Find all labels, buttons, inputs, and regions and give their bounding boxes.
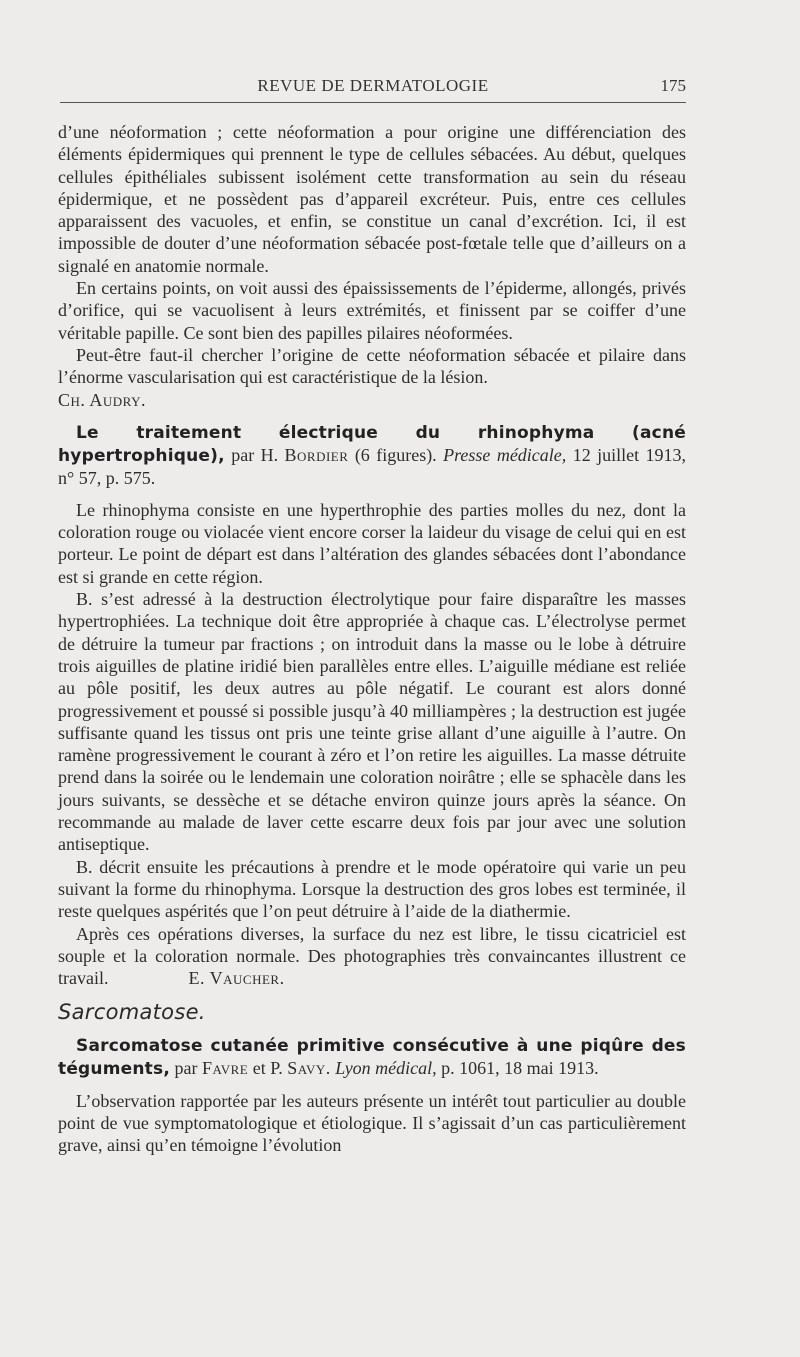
running-header (60, 76, 686, 103)
paragraph: B. décrit ensuite les précautions à prendre et le mode opératoire qui varie un peu suivant la forme du rhinophyma. Lorsque la destruction des gros lobes est terminée, il reste quelques aspérités que l’on peut détruire à l’aide de la diathermie. (58, 856, 686, 922)
figures-note: (6 figures). (354, 444, 437, 465)
paragraph: B. s’est adressé à la destruction électrolytique pour faire disparaître les masses hypertrophiées. La technique doit être appropriée à chaque cas. L’électrolyse permet de détruire la tumeur par fractions ; on introduit dans la masse ou le lobe à détruire trois aiguilles de platine iridié bien parallèles entre elles. L’aiguille médiane est reliée au pôle positif, les deux autres au pôle négatif. Le courant est alors donné progressivement et poussé si possible jusqu’à 40 milliampères ; la destruction est jugée suffisante quand les tissus ont pris une teinte grise allant d’une aiguille à l’autre. On ramène progressivement le courant à zéro et l’on retire les aiguilles. La masse détruite prend dans la soirée ou le lendemain une coloration noirâtre ; elle se sphacèle dans les jours suivants, se dessèche et se détache environ quinze jours après la séance. On recommande au malade de laver cette escarre deux fois par jour avec une solution antiseptique. (58, 589, 686, 855)
article-heading (58, 1034, 686, 1080)
running-title: REVUE DE DERMATOLOGIE (257, 76, 489, 95)
citation-ref: 12 juillet 1913, n° 57, p. 575. (58, 444, 687, 488)
byline-prefix: par H. (231, 444, 279, 465)
paragraph (58, 923, 686, 990)
citation-ref: p. 1061, 18 mai 1913. (441, 1057, 599, 1078)
body-text (58, 121, 686, 1157)
section-heading: Sarcomatose. (58, 1000, 206, 1025)
signature-name: E. Vaucher. (188, 968, 285, 989)
author-name: Savy. (287, 1057, 331, 1078)
paragraph: L’observation rapportée par les auteurs présente un intérêt tout particulier au double point de vue symptomatologique et étiologique. Il s’agissait d’un cas particulièrement grave, ainsi qu’en témoigne l’évolution (58, 1090, 686, 1156)
byline-conjunction: et P. (252, 1057, 283, 1078)
paragraph: En certains points, on voit aussi des épaississements de l’épiderme, allongés, privés d’orifice, qui se vacuolisent à leurs extrémités, et finissent par se coiffer d’une véritable papille. Ce sont bien des papilles pilaires néoformées. (58, 278, 686, 343)
author-name: Favre (201, 1057, 249, 1078)
signature (58, 389, 686, 411)
paragraph: Le rhinophyma consiste en une hyperthrophie des parties molles du nez, dont la coloration rouge ou violacée vient encore corser la laideur du visage de celui qui en est porteur. Le point de départ est dans l’altération des glandes sébacées dont l’abondance est si grande en cette région. (58, 499, 686, 587)
paragraph-text: Après ces opérations diverses, la surface du nez est libre, le tissu cicatriciel est souple et la coloration normale. Des photographies très convaincantes illustrent ce travail. (58, 923, 686, 989)
article-heading (58, 421, 686, 489)
journal-name: Lyon médical, (335, 1057, 437, 1078)
signature-name: Ch. Audry. (58, 389, 147, 410)
byline-prefix: par (174, 1057, 198, 1078)
page-number: 175 (660, 76, 686, 95)
journal-name: Presse médicale, (443, 444, 567, 465)
author-name: Bordier (284, 444, 349, 465)
article-title: Sarcomatose cutanée primitive consécutive à une piqûre des téguments, (58, 1035, 686, 1079)
article-title: Le traitement électrique du rhinophyma (acné hypertrophique), (58, 422, 686, 466)
paragraph: d’une néoformation ; cette néoformation a pour origine une différenciation des éléments épidermiques qui prennent le type de cellules sébacées. Au début, quelques cellules épithéliales subissent isolément cette transformation au sein du réseau épidermique, et ne possèdent pas d’appareil excréteur. Puis, entre ces cellules apparaissent des vacuoles, et enfin, se constitue un canal d’excrétion. Ici, il est impossible de douter d’une néoformation sébacée post-fœtale telle que d’ailleurs on a signalé en anatomie normale. (58, 122, 686, 276)
paragraph: Peut-être faut-il chercher l’origine de cette néoformation sébacée et pilaire dans l’énorme vascularisation qui est caractéristique de la lésion. (58, 344, 686, 388)
